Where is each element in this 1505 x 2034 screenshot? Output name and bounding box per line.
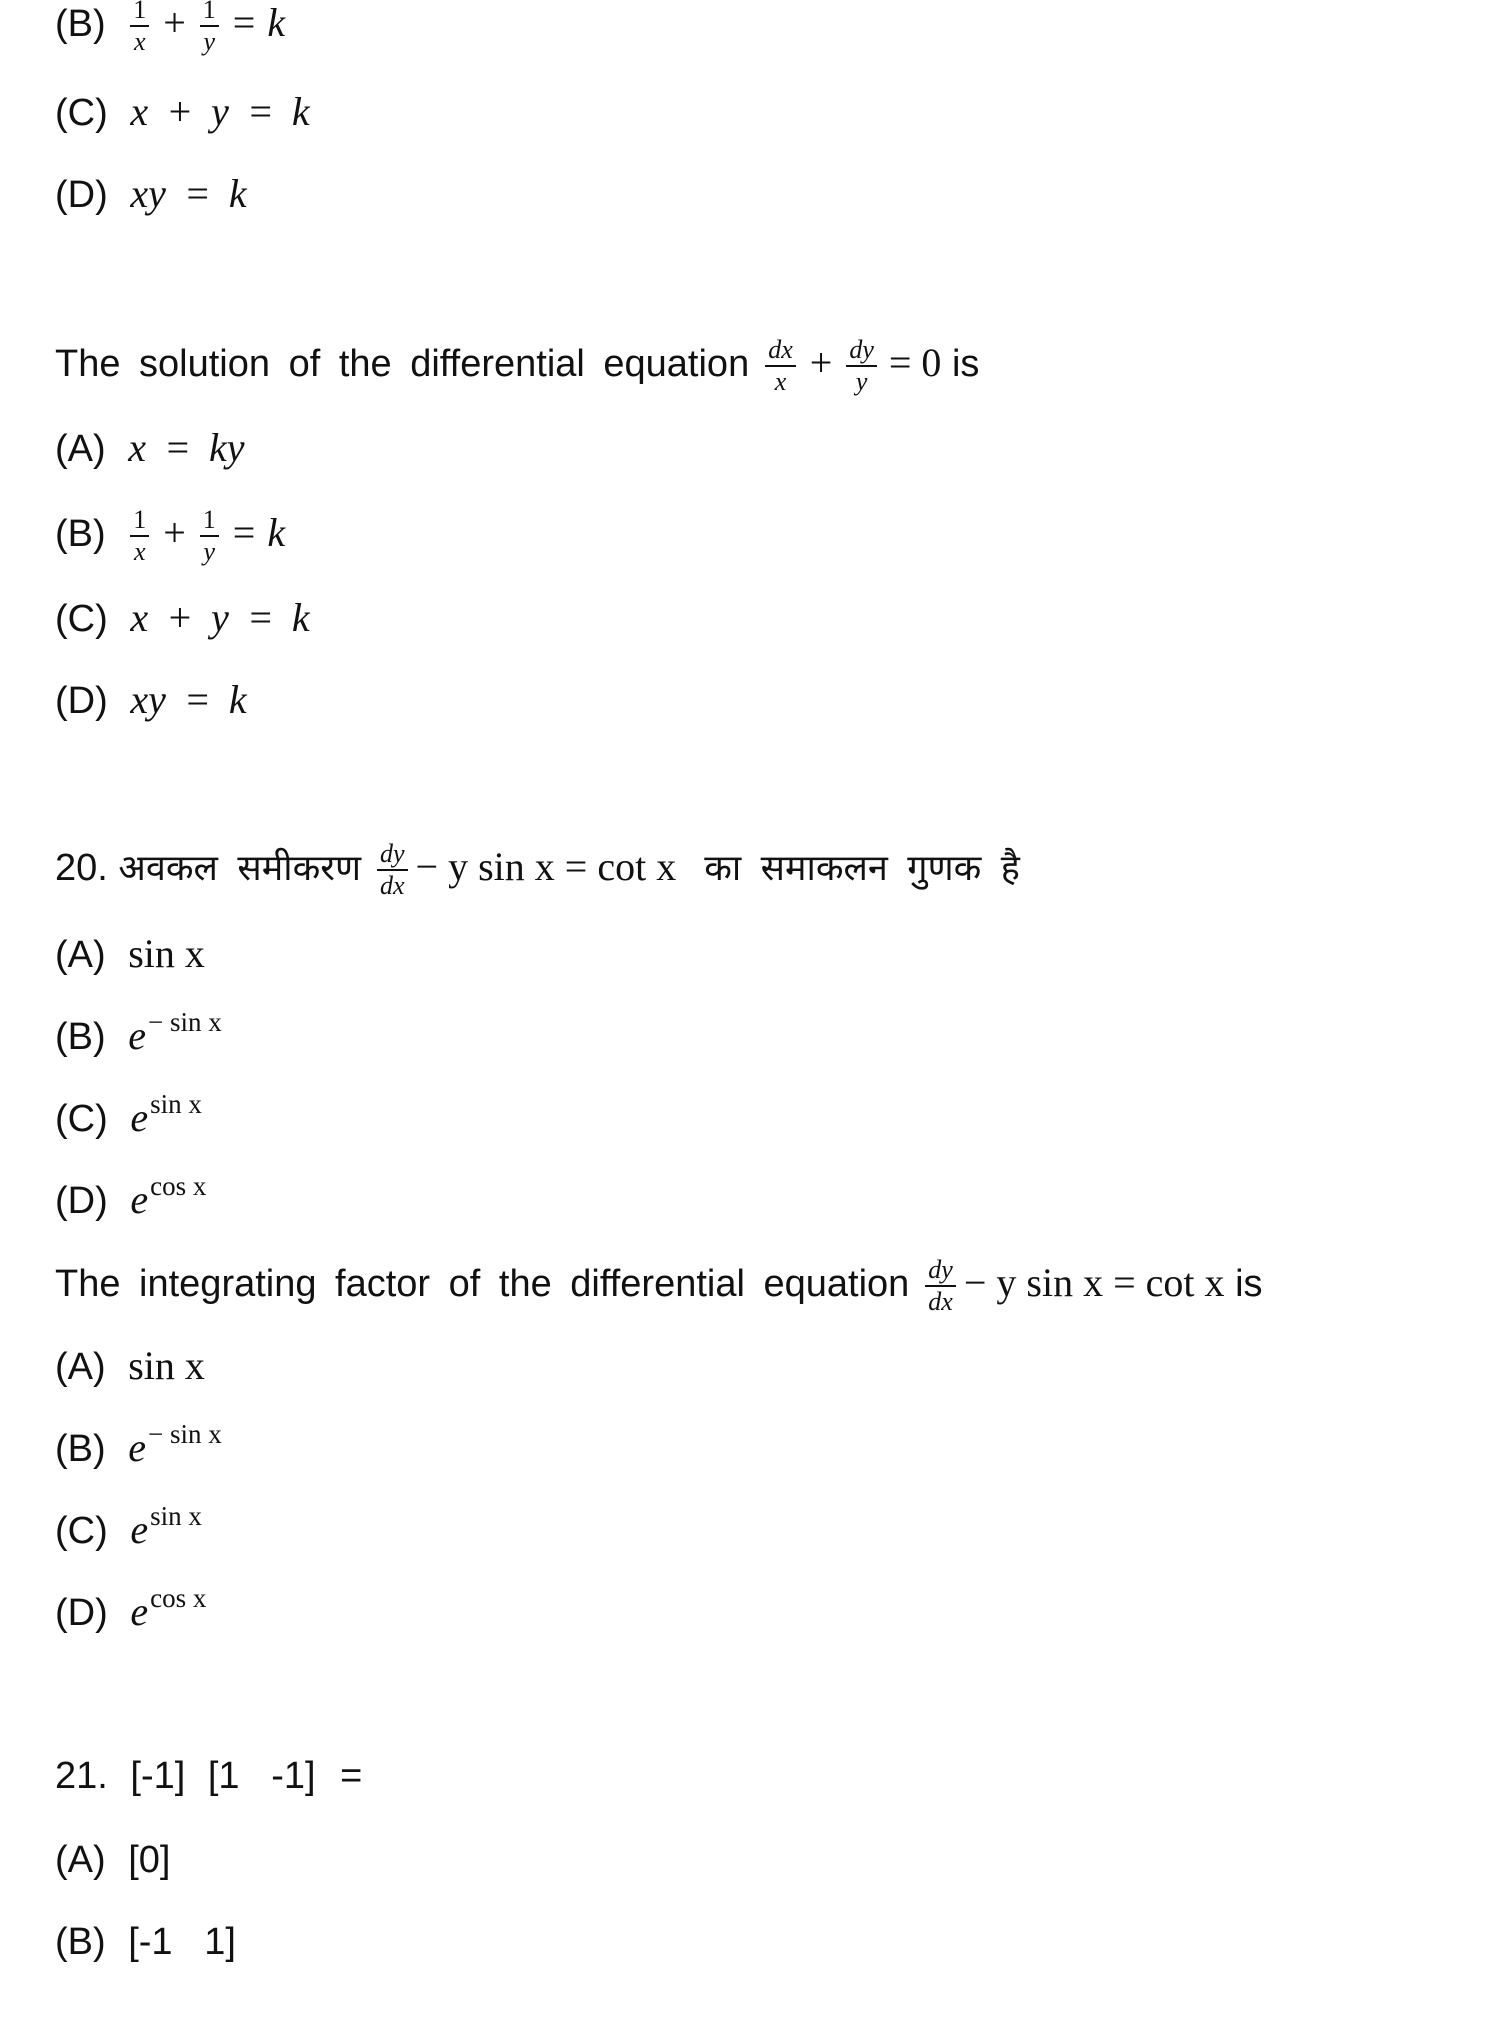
prev-option-d	[55, 170, 247, 219]
matrix-2: [1 -1]	[207, 1755, 316, 1797]
option-label: (B)	[55, 3, 106, 46]
q21-stem: 21. [-1] [1 -1] =	[55, 1752, 362, 1800]
option-label: (C)	[55, 598, 108, 640]
option-text: x = ky	[128, 425, 245, 470]
q19-en-option-b: (B) $\frac{1}{x}$ + $\frac{1}{y}$ = k	[55, 505, 286, 566]
exponent: − sin x	[147, 1007, 222, 1037]
matrix-1: [-1]	[130, 1755, 186, 1797]
q20-hi-option-c: (C) $e^{sin x}$	[55, 1094, 202, 1146]
option-label: (D)	[55, 1180, 108, 1222]
option-text: [-1 1]	[128, 1921, 236, 1963]
q20-en-stem: The integrating factor of the differential equation $\frac{dy}{dx}$ − y sin x = cot x is	[55, 1255, 1263, 1316]
option-label: (B)	[55, 513, 106, 556]
option-label: (B)	[55, 1016, 106, 1058]
prev-option-b: (B) $\frac{1}{x}$ + $\frac{1}{y}$ = k	[55, 0, 285, 56]
option-label: (A)	[55, 1346, 106, 1388]
fraction: $\frac{dy}{dx}$	[925, 1256, 956, 1316]
q20-hi-option-a	[55, 930, 205, 979]
option-text: x + y = k	[130, 595, 310, 640]
q20-hi-stem	[55, 840, 1020, 900]
q20-hi-option-b: (B) $e^{- sin x}$	[55, 1012, 222, 1064]
option-label: (B)	[55, 1921, 106, 1963]
q19-en-option-c	[55, 594, 310, 643]
option-label: (C)	[55, 92, 108, 134]
q20-en-option-b: (B) $e^{- sin x}$	[55, 1424, 222, 1476]
exponent: cos x	[150, 1583, 207, 1613]
q19-en-option-d	[55, 676, 247, 725]
fraction: $\frac{dx}{x}$	[765, 336, 796, 396]
option-label: (A)	[55, 1839, 106, 1881]
q20-en-option-a	[55, 1342, 205, 1391]
option-label: (C)	[55, 1510, 108, 1552]
stem-suffix: का समाकलन गुणक है	[704, 848, 1020, 890]
option-label: (D)	[55, 174, 108, 216]
option-label: (C)	[55, 1098, 108, 1140]
q21-option-b	[55, 1918, 236, 1966]
exponent: − sin x	[147, 1419, 222, 1449]
q19-en-stem: The solution of the differential equation $\frac{dx}{x}$ + $\frac{dy}{y}$ = 0 is	[55, 335, 980, 396]
q19-en-option-a	[55, 424, 244, 473]
option-label: (B)	[55, 1428, 106, 1470]
q20-en-option-c: (C) $e^{sin x}$	[55, 1506, 202, 1558]
option-text: [0]	[128, 1839, 171, 1881]
math-expression: − y sin x = cot x	[415, 844, 677, 890]
fraction: $\frac{dy}{dx}$	[377, 840, 408, 900]
stem-text: The solution of the differential equation	[55, 343, 750, 386]
fraction: $\frac{dy}{y}$	[846, 336, 877, 396]
question-number: 20.	[55, 847, 108, 890]
option-label: (A)	[55, 934, 106, 976]
q20-en-option-d: (D) $e^{cos x}$	[55, 1588, 206, 1640]
exponent: sin x	[150, 1501, 202, 1531]
question-number: 21.	[55, 1755, 108, 1797]
stem-text: The integrating factor of the differential equation	[55, 1263, 910, 1306]
math-expression: − y sin x = cot x	[963, 1260, 1225, 1306]
q20-hi-option-d: (D) $e^{cos x}$	[55, 1176, 206, 1228]
option-label: (D)	[55, 1592, 108, 1634]
fraction: $\frac{1}{x}$	[130, 506, 149, 566]
option-text: sin x	[128, 931, 205, 976]
fraction: $\frac{1}{y}$	[200, 0, 219, 56]
exponent: cos x	[150, 1171, 207, 1201]
option-text: xy = k	[130, 677, 247, 722]
fraction: $\frac{1}{x}$	[130, 0, 149, 56]
fraction: $\frac{1}{y}$	[200, 506, 219, 566]
option-label: (A)	[55, 428, 106, 470]
option-text: xy = k	[130, 171, 247, 216]
prev-option-c	[55, 88, 310, 137]
option-text: x + y = k	[130, 89, 310, 134]
stem-text: अवकल समीकरण	[118, 848, 361, 890]
exponent: sin x	[150, 1089, 202, 1119]
q21-option-a	[55, 1836, 170, 1884]
option-text: sin x	[128, 1343, 205, 1388]
option-label: (D)	[55, 680, 108, 722]
